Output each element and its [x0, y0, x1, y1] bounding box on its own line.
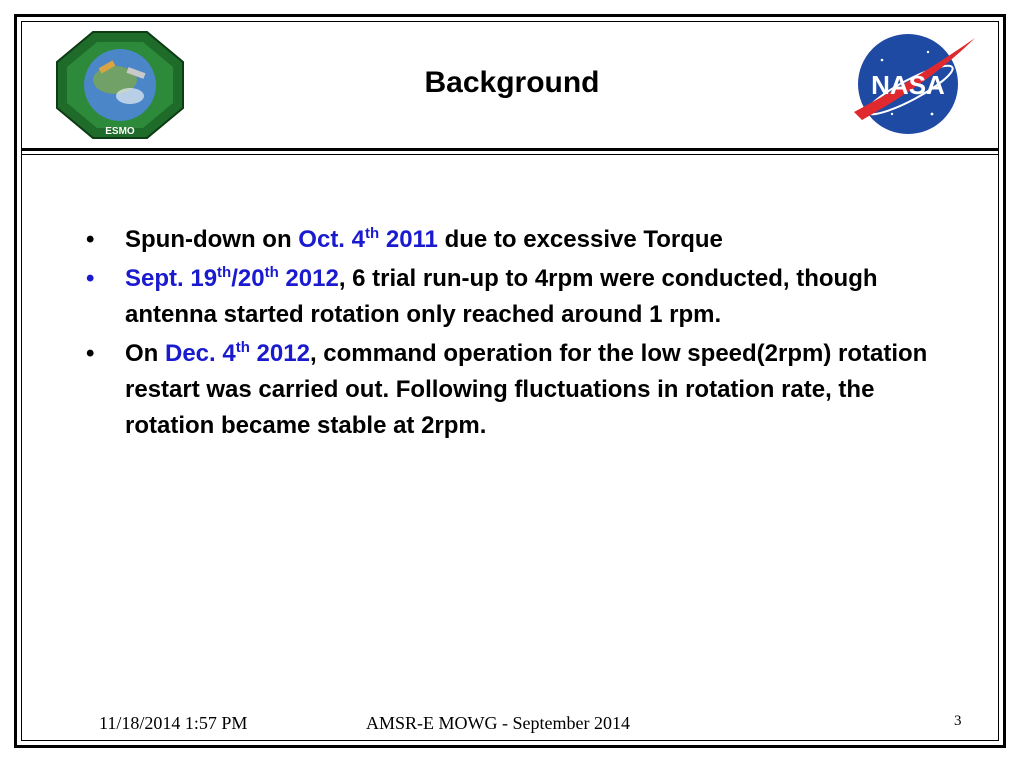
bullet-item	[86, 222, 946, 258]
footer-date: 11/18/2014 1:57 PM	[99, 713, 248, 733]
bullet-text-segment: th	[365, 225, 380, 242]
bullet-text-segment: Sept. 19	[125, 265, 218, 292]
bullet-text-segment: Oct. 4	[298, 226, 365, 253]
bullet-text-segment: 2011	[379, 226, 438, 253]
esmo-logo-text: ESMO	[105, 126, 135, 137]
slide-number: 3	[954, 713, 962, 729]
bullet-marker: •	[86, 265, 95, 292]
footer-presentation-title: AMSR-E MOWG - September 2014	[366, 713, 630, 733]
bullet-text-segment: Dec. 4	[165, 340, 236, 367]
nasa-logo-text: NASA	[871, 70, 945, 100]
bullet-text-segment: , command operation for the low speed(2rpm) rotation restart was carried out. Following fluctuations in rotation rate, the rotation became stable at 2rpm.	[125, 340, 928, 439]
bullet-item	[86, 336, 946, 444]
bullet-text-segment: 2012	[278, 265, 339, 292]
bullet-text-segment: due to excessive Torque	[437, 226, 723, 253]
page-title: Background	[424, 66, 600, 99]
bullet-text-segment: th	[235, 339, 250, 356]
bullet-text-segment: Spun-down on	[125, 226, 299, 253]
bullet-text-segment: /20	[231, 265, 265, 292]
nasa-meatball-logo-icon	[852, 30, 977, 138]
header-divider-thick	[21, 148, 999, 151]
bullet-text-segment: th	[264, 264, 279, 281]
header-divider-thin	[21, 154, 999, 155]
bullet-item	[86, 261, 946, 333]
bullet-text-segment: , 6 trial run-up to 4rpm were conducted, though antenna started rotation only reached around 1 rpm.	[125, 265, 878, 328]
bullet-list	[86, 222, 946, 447]
bullet-text-segment: th	[217, 264, 232, 281]
bullet-marker: •	[86, 226, 95, 253]
bullet-marker: •	[86, 340, 95, 367]
bullet-text-segment: On	[125, 340, 165, 367]
bullet-text-segment: 2012	[249, 340, 310, 367]
